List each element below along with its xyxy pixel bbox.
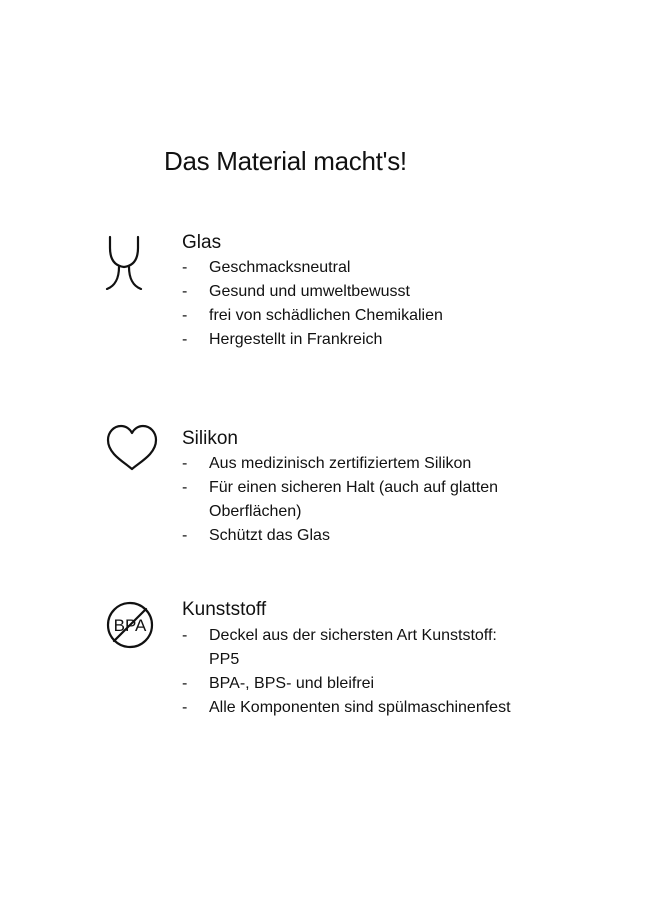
list-item: - frei von schädlichen Chemikalien	[182, 307, 443, 324]
list-item: - Hergestellt in Frankreich	[182, 331, 383, 348]
bullet-list	[180, 256, 443, 352]
section-heading: Kunststoff	[182, 599, 267, 620]
heart-icon	[104, 422, 160, 478]
bullet-list	[180, 624, 511, 720]
page-title: Das Material macht's!	[164, 146, 407, 176]
section-heading: Silikon	[182, 428, 238, 449]
list-item: - Deckel aus der sichersten Art Kunststoff:	[182, 627, 497, 644]
section-heading: Glas	[182, 232, 222, 253]
list-item-continuation: PP5	[209, 651, 240, 668]
list-item: - Aus medizinisch zertifiziertem Silikon	[182, 455, 472, 472]
bpa-icon-text: BPA	[113, 616, 147, 635]
list-item: - Gesund und umweltbewusst	[182, 283, 410, 300]
list-item: - Schützt das Glas	[182, 527, 330, 544]
list-item: - Für einen sicheren Halt (auch auf glatten	[182, 479, 499, 496]
list-item: - BPA-, BPS- und bleifrei	[182, 675, 375, 692]
bpa-free-icon	[104, 598, 160, 654]
list-item: - Geschmacksneutral	[182, 259, 351, 276]
wine-glass-icon	[104, 234, 160, 290]
list-item-continuation: Oberflächen)	[209, 503, 302, 520]
list-item: - Alle Komponenten sind spülmaschinenfest	[182, 699, 511, 716]
bullet-list	[180, 452, 498, 548]
